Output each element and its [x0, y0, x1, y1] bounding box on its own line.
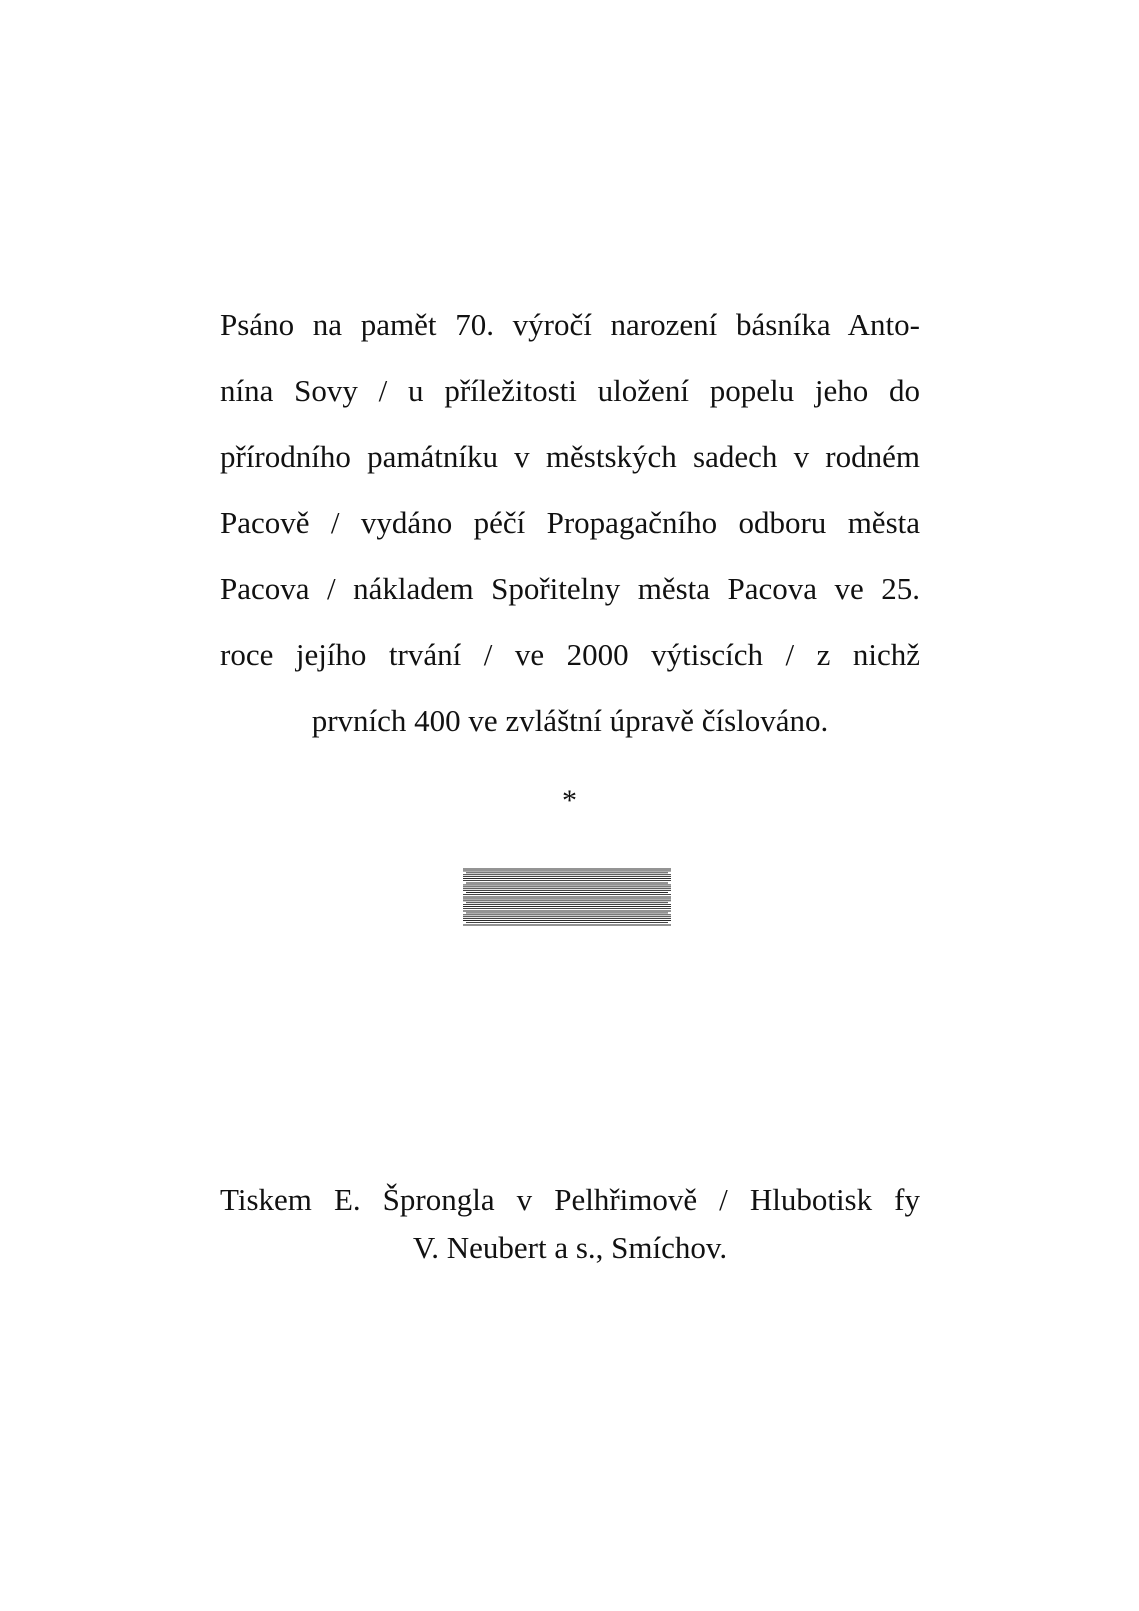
asterisk-divider: *: [562, 784, 577, 817]
colophon-line: Pacova / nákladem Spořitelny města Pacova ve 25.: [220, 571, 920, 606]
imprint-line: Tiskem E. Šprongla v Pelhřimově / Hlubotisk fy: [220, 1182, 920, 1217]
imprint-line: V. Neubert a s., Smíchov.: [412, 1230, 728, 1265]
colophon-line: Pacově / vydáno péčí Propagačního odboru města: [220, 505, 920, 540]
colophon-text: [220, 292, 920, 754]
engraved-lines-ornament-icon: [463, 868, 671, 926]
colophon-line: nína Sovy / u příležitosti uložení popelu jeho do: [220, 373, 920, 408]
colophon-line: Psáno na pamět 70. výročí narození básníka Anto-: [220, 307, 920, 342]
printer-imprint: [220, 1176, 920, 1272]
colophon-line: roce jejího trvání / ve 2000 výtiscích / z nichž: [220, 637, 920, 672]
colophon-line: prvních 400 ve zvláštní úpravě číslováno.: [311, 703, 829, 738]
colophon-line: přírodního památníku v městských sadech v rodném: [220, 439, 920, 474]
